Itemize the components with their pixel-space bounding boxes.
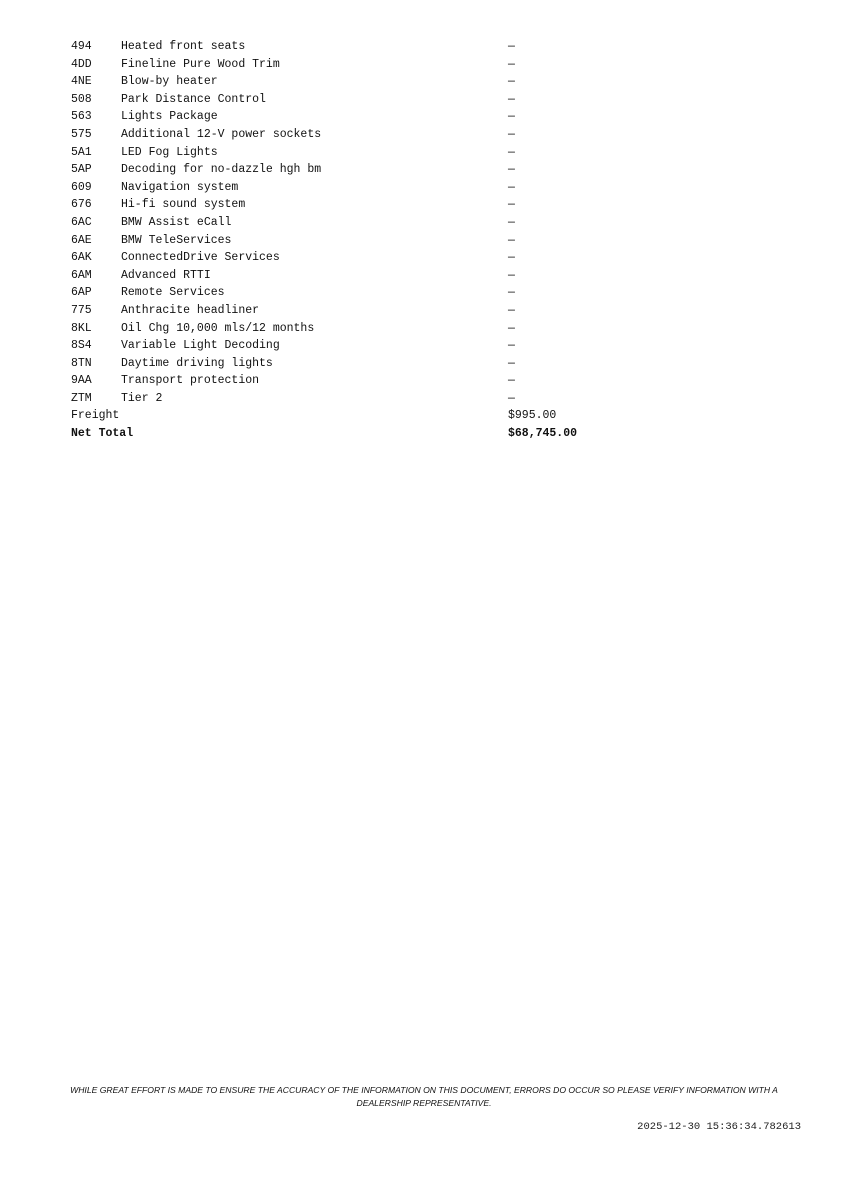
- options-list: [71, 38, 631, 443]
- option-row: [71, 179, 631, 197]
- option-row: [71, 337, 631, 355]
- option-code: 8S4: [71, 339, 92, 353]
- net-total-label: Net Total: [71, 427, 134, 441]
- option-price: —: [508, 92, 515, 106]
- option-description: Advanced RTTI: [121, 268, 211, 282]
- option-description: Blow-by heater: [121, 75, 218, 89]
- option-price: —: [508, 268, 515, 282]
- option-description: Hi-fi sound system: [121, 198, 246, 212]
- option-code: 8TN: [71, 356, 92, 370]
- option-price: —: [508, 374, 515, 388]
- option-description: Additional 12-V power sockets: [121, 127, 322, 141]
- option-description: Transport protection: [121, 374, 260, 388]
- option-price: —: [508, 110, 515, 124]
- option-row: [71, 73, 631, 91]
- option-description: Lights Package: [121, 110, 218, 124]
- option-description: ConnectedDrive Services: [121, 251, 280, 265]
- option-price: —: [508, 215, 515, 229]
- option-description: Navigation system: [121, 180, 239, 194]
- option-code: 775: [71, 303, 92, 317]
- option-row: [71, 267, 631, 285]
- option-description: Decoding for no-dazzle hgh bm: [121, 163, 322, 177]
- option-code: 8KL: [71, 321, 92, 335]
- option-price: —: [508, 233, 515, 247]
- option-code: 6AP: [71, 286, 92, 300]
- option-row: [71, 38, 631, 56]
- option-rows: [71, 38, 631, 407]
- option-code: 6AM: [71, 268, 92, 282]
- net-total-value: $68,745.00: [508, 427, 578, 441]
- option-price: —: [508, 180, 515, 194]
- disclaimer-text: WHILE GREAT EFFORT IS MADE TO ENSURE THE ACCURACY OF THE INFORMATION ON THIS DOCUMENT, ERRORS DO OCCUR SO PLEASE VERIFY INFORMATION WITH A DEALERSHIP REPRESENTATIVE.: [70, 1085, 778, 1108]
- option-row: [71, 284, 631, 302]
- net-total-row: [71, 425, 631, 443]
- option-price: —: [508, 127, 515, 141]
- option-row: [71, 161, 631, 179]
- option-description: Anthracite headliner: [121, 303, 260, 317]
- option-price: —: [508, 57, 515, 71]
- freight-value: $995.00: [508, 409, 557, 423]
- option-description: Park Distance Control: [121, 92, 266, 106]
- option-description: BMW Assist eCall: [121, 215, 232, 229]
- option-code: 5A1: [71, 145, 92, 159]
- option-code: 6AE: [71, 233, 92, 247]
- option-row: [71, 56, 631, 74]
- option-description: Daytime driving lights: [121, 356, 273, 370]
- option-row: [71, 355, 631, 373]
- option-row: [71, 249, 631, 267]
- option-code: 494: [71, 40, 92, 53]
- option-price: —: [508, 251, 515, 265]
- option-code: 5AP: [71, 163, 92, 177]
- option-row: [71, 126, 631, 144]
- option-price: —: [508, 40, 515, 53]
- option-description: LED Fog Lights: [121, 145, 218, 159]
- option-row: [71, 302, 631, 320]
- option-code: 563: [71, 110, 92, 124]
- option-price: —: [508, 163, 515, 177]
- option-description: Variable Light Decoding: [121, 339, 280, 353]
- option-description: BMW TeleServices: [121, 233, 232, 247]
- option-price: —: [508, 198, 515, 212]
- option-row: [71, 196, 631, 214]
- option-price: —: [508, 286, 515, 300]
- option-code: 4DD: [71, 57, 92, 71]
- option-code: 676: [71, 198, 92, 212]
- option-code: 6AK: [71, 251, 92, 265]
- option-price: —: [508, 391, 515, 405]
- option-code: 4NE: [71, 75, 92, 89]
- option-price: —: [508, 303, 515, 317]
- option-price: —: [508, 356, 515, 370]
- option-price: —: [508, 321, 515, 335]
- option-description: Tier 2: [121, 391, 163, 405]
- option-code: 609: [71, 180, 92, 194]
- option-description: Remote Services: [121, 286, 225, 300]
- option-row: [71, 372, 631, 390]
- option-code: 6AC: [71, 215, 92, 229]
- option-code: 508: [71, 92, 92, 106]
- option-row: [71, 390, 631, 408]
- option-row: [71, 108, 631, 126]
- option-row: [71, 320, 631, 338]
- option-price: —: [508, 75, 515, 89]
- option-row: [71, 144, 631, 162]
- option-code: 9AA: [71, 374, 92, 388]
- option-row: [71, 91, 631, 109]
- generated-timestamp: 2025-12-30 15:36:34.782613: [637, 1121, 801, 1133]
- option-row: [71, 214, 631, 232]
- option-price: —: [508, 339, 515, 353]
- option-description: Oil Chg 10,000 mls/12 months: [121, 321, 315, 335]
- option-code: 575: [71, 127, 92, 141]
- freight-row: [71, 407, 631, 425]
- option-description: Fineline Pure Wood Trim: [121, 57, 280, 71]
- option-description: Heated front seats: [121, 40, 246, 53]
- option-code: ZTM: [71, 391, 92, 405]
- option-price: —: [508, 145, 515, 159]
- option-row: [71, 232, 631, 250]
- freight-label: Freight: [71, 409, 120, 423]
